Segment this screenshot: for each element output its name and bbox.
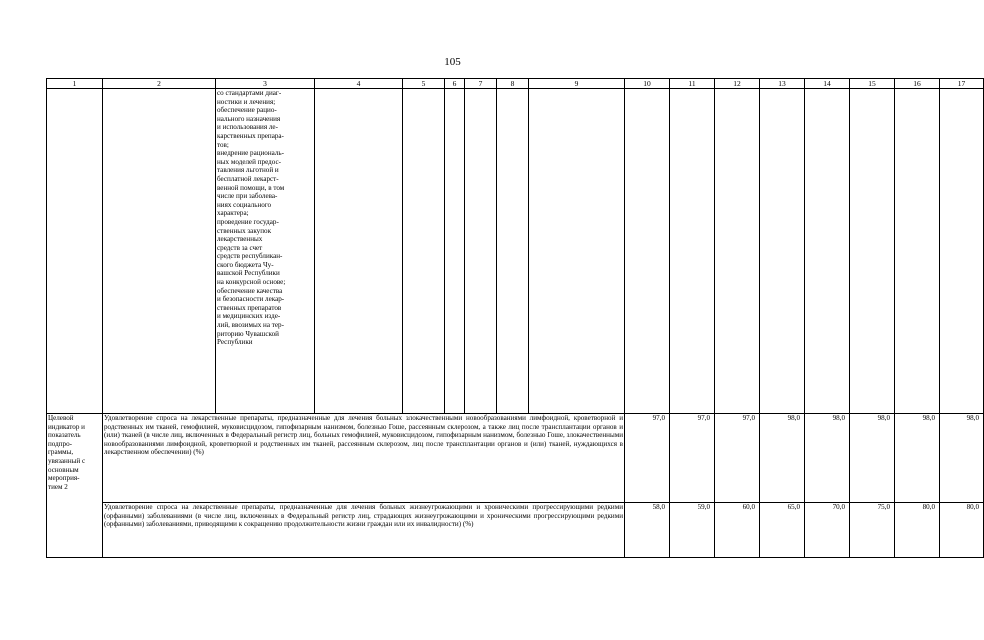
measure-text-line: вашской Республики xyxy=(217,269,280,278)
col1-cell xyxy=(47,89,103,414)
column-number-5: 5 xyxy=(403,79,445,89)
measure-text-line: лий, ввозимых на тер- xyxy=(217,321,284,330)
indicator-value: 60,0 xyxy=(715,503,760,558)
column-number-14: 14 xyxy=(805,79,850,89)
measure-text-line: на конкурсной основе; xyxy=(217,278,286,287)
measure-text-line: внедрение рациональ- xyxy=(217,149,284,158)
measure-text-line: и использования ле- xyxy=(217,123,278,132)
column-number-2: 2 xyxy=(103,79,216,89)
measure-text-line: ственных препаратов xyxy=(217,303,282,312)
col11-cell xyxy=(670,89,715,414)
indicator-label-line: основным xyxy=(48,465,79,474)
indicator-value: 70,0 xyxy=(805,503,850,558)
measure-text-line: тавления льготной и xyxy=(217,166,279,175)
column-number-1: 1 xyxy=(47,79,103,89)
measure-text-line: со стандартами диаг- xyxy=(217,89,282,97)
measure-text-line: ниях социального xyxy=(217,200,272,209)
measure-text-line: и медицинских изде- xyxy=(217,312,281,321)
indicator-label-line: мероприя- xyxy=(48,474,80,483)
indicator-text: Удовлетворение спроса на лекарственные препараты, предназначенные для лечения больных жизнеугрожающими и хроническими прогрессирующими редкими (орфанными) заболеваниями (в числе лиц, включенных в Федеральный регистр лиц, страдающих жизнеугрожающими и хроническими прогрессирующими редкими (орфанными) заболеваниями, приводящими к сокращению продолжительности жизни граждан или их инвалидности) (%) xyxy=(103,503,625,558)
indicator-value: 98,0 xyxy=(895,414,940,503)
column-number-17: 17 xyxy=(940,79,984,89)
column-number-15: 15 xyxy=(850,79,895,89)
column-number-4: 4 xyxy=(315,79,403,89)
col9-cell xyxy=(529,89,625,414)
column-number-10: 10 xyxy=(625,79,670,89)
col2-cell xyxy=(103,89,216,414)
measure-text-line: проведение государ- xyxy=(217,217,279,226)
column-number-13: 13 xyxy=(760,79,805,89)
indicator-value: 58,0 xyxy=(625,503,670,558)
col8-cell xyxy=(497,89,529,414)
measure-text-line: числе при заболева- xyxy=(217,192,278,201)
indicator-label-line: индикатор и xyxy=(48,422,85,431)
program-table xyxy=(46,78,984,558)
indicator-label-cell xyxy=(47,414,103,558)
indicator-value: 59,0 xyxy=(670,503,715,558)
indicator-label-line: увязанный с xyxy=(48,456,86,465)
indicator-value: 97,0 xyxy=(670,414,715,503)
column-number-11: 11 xyxy=(670,79,715,89)
measure-text-line: риторию Чувашской xyxy=(217,329,279,338)
col16-cell xyxy=(895,89,940,414)
indicator-value: 98,0 xyxy=(760,414,805,503)
measure-text-line: бесплатной лекарст- xyxy=(217,174,279,183)
indicator-label-line: граммы, xyxy=(48,448,74,457)
measure-text-line: нального назначения xyxy=(217,114,281,123)
measure-text-line: ных моделей предос- xyxy=(217,157,281,166)
indicator-row-2 xyxy=(47,503,984,558)
col7-cell xyxy=(465,89,497,414)
indicator-label-line: подпро- xyxy=(48,439,73,448)
measure-text-line: ственных закупок xyxy=(217,226,272,235)
indicator-value: 80,0 xyxy=(895,503,940,558)
continuation-row xyxy=(47,89,984,414)
indicator-value: 65,0 xyxy=(760,503,805,558)
column-number-3: 3 xyxy=(216,79,315,89)
col3-cell xyxy=(216,89,315,414)
indicator-value: 98,0 xyxy=(850,414,895,503)
indicator-value: 97,0 xyxy=(625,414,670,503)
measure-text-line: карственных препара- xyxy=(217,131,284,140)
indicator-label-line: тием 2 xyxy=(48,482,68,491)
measure-text-line: обеспечение качества xyxy=(217,286,283,295)
column-number-12: 12 xyxy=(715,79,760,89)
col13-cell xyxy=(760,89,805,414)
indicator-row-1 xyxy=(47,414,984,503)
measure-text-line: венной помощи, в том xyxy=(217,183,285,192)
indicator-label-line: показатель xyxy=(48,431,81,440)
indicator-value: 98,0 xyxy=(805,414,850,503)
col5-cell xyxy=(403,89,445,414)
column-number-7: 7 xyxy=(465,79,497,89)
measure-text-line: Республики xyxy=(217,338,253,347)
indicator-label-line: Целевой xyxy=(48,414,74,422)
header-row xyxy=(47,79,984,89)
measure-text-line: ского бюджета Чу- xyxy=(217,260,274,269)
measure-text-line: ностики и лечения; xyxy=(217,97,276,106)
indicator-value: 80,0 xyxy=(940,503,984,558)
col12-cell xyxy=(715,89,760,414)
column-number-9: 9 xyxy=(529,79,625,89)
page-number: 105 xyxy=(444,56,461,68)
col15-cell xyxy=(850,89,895,414)
column-number-16: 16 xyxy=(895,79,940,89)
measure-text-line: характера; xyxy=(217,209,249,218)
col10-cell xyxy=(625,89,670,414)
measure-text-line: и безопасности лекар- xyxy=(217,295,285,304)
measure-text-line: обеспечение рацио- xyxy=(217,106,277,115)
measure-text-line: тов; xyxy=(217,140,229,149)
col14-cell xyxy=(805,89,850,414)
col4-cell xyxy=(315,89,403,414)
measure-text-line: средств республикан- xyxy=(217,252,283,261)
indicator-text: Удовлетворение спроса на лекарственные препараты, предназначенные для лечения больных злокачественными новообразованиями лимфоидной, кроветворной и родственных им тканей, гемофилией, муковисцидозом, гипофизарным нанизмом, болезнью Гоше, рассеянным склерозом, а также лиц после трансплантации органов и (или) тканей (в числе лиц, включенных в Федеральный регистр лиц, больных гемофилией, муковисцидозом, гипофизарным нанизмом, болезнью Гоше, злокачественными новообразованиями лимфоидной, кроветворной и родственных им тканей, рассеянным склерозом, лиц после трансплантации органов и (или) тканей, нуждающихся в лекарственном обеспечении) (%) xyxy=(103,414,625,503)
col17-cell xyxy=(940,89,984,414)
measure-text-line: средств за счет xyxy=(217,243,263,252)
indicator-value: 75,0 xyxy=(850,503,895,558)
column-number-8: 8 xyxy=(497,79,529,89)
indicator-value: 98,0 xyxy=(940,414,984,503)
column-number-6: 6 xyxy=(445,79,465,89)
col6-cell xyxy=(445,89,465,414)
measure-text-line: лекарственных xyxy=(217,235,263,244)
indicator-value: 97,0 xyxy=(715,414,760,503)
